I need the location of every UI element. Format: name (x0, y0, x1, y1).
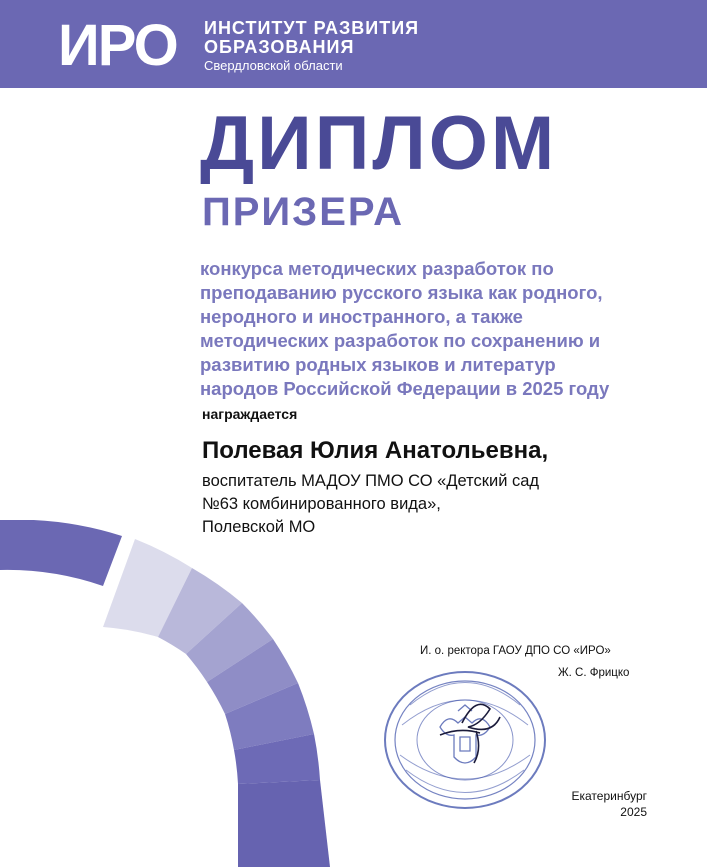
description-line: преподаванию русского языка как родного, (200, 282, 603, 303)
eagle-emblem-icon (440, 705, 490, 763)
issue-place-date (557, 788, 647, 820)
description-line: методических разработок по сохранению и (200, 330, 601, 351)
position-line: Полевской МО (202, 518, 316, 536)
signature-scribble-icon (440, 704, 500, 763)
org-line-1: ИНСТИТУТ РАЗВИТИЯ (204, 18, 420, 38)
city-name: Екатеринбург (571, 789, 647, 803)
decorative-ring-segments (0, 520, 330, 867)
contest-description (200, 257, 680, 401)
logo-ring-icon (179, 41, 189, 51)
issue-year: 2025 (620, 805, 647, 819)
iro-logo (58, 13, 189, 78)
position-line: воспитатель МАДОУ ПМО СО «Детский сад (202, 472, 540, 490)
description-line: конкурса методических разработок по (200, 258, 554, 279)
diploma-subtitle: ПРИЗЕРА (202, 190, 404, 234)
diploma-title: ДИПЛОМ (200, 101, 558, 186)
ring-segment (238, 780, 330, 867)
position-line: №63 комбинированного вида», (202, 495, 441, 513)
org-line-3: Свердловской области (204, 58, 343, 73)
awarded-label: награждается (202, 406, 298, 422)
org-line-2: ОБРАЗОВАНИЯ (204, 37, 355, 57)
description-line: народов Российской Федерации в 2025 году (200, 378, 610, 399)
official-stamp-icon (380, 665, 550, 815)
organization-name (204, 19, 419, 74)
header-banner (0, 0, 707, 88)
ring-segment (0, 520, 122, 586)
signatory-name: Ж. С. Фрицко (558, 667, 630, 679)
description-line: развитию родных языков и литератур (200, 354, 556, 375)
signatory-role: И. о. ректора ГАОУ ДПО СО «ИРО» (420, 645, 611, 657)
logo-text: ИРО (58, 13, 177, 78)
recipient-name: Полевая Юлия Анатольевна, (202, 437, 549, 464)
description-line: неродного и иностранного, а также (200, 306, 523, 327)
